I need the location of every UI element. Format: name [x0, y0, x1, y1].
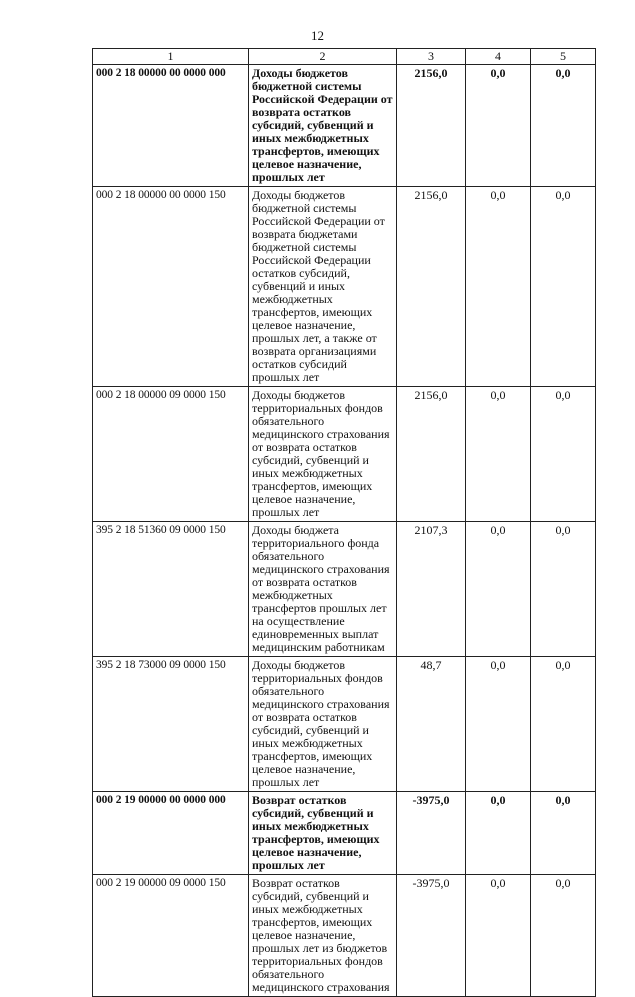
- row-value-col4: 0,0: [466, 792, 531, 875]
- row-value-col4: 0,0: [466, 187, 531, 387]
- header-col-1: 1: [93, 49, 249, 65]
- row-code: 000 2 18 00000 09 0000 150: [93, 387, 249, 522]
- row-code: 395 2 18 73000 09 0000 150: [93, 657, 249, 792]
- header-col-3: 3: [397, 49, 466, 65]
- row-value-col5: 0,0: [531, 65, 596, 187]
- header-col-2: 2: [249, 49, 397, 65]
- table-header-row: [93, 49, 596, 65]
- row-code: 000 2 19 00000 00 0000 000: [93, 792, 249, 875]
- row-value-col3: 2107,3: [397, 522, 466, 657]
- row-value-col5: 0,0: [531, 522, 596, 657]
- row-value-col3: 48,7: [397, 657, 466, 792]
- table-row: [93, 387, 596, 522]
- row-value-col5: 0,0: [531, 187, 596, 387]
- table-row: [93, 875, 596, 997]
- row-value-col3: -3975,0: [397, 792, 466, 875]
- page-number: 12: [311, 28, 324, 43]
- row-code: 000 2 19 00000 09 0000 150: [93, 875, 249, 997]
- row-value-col4: 0,0: [466, 875, 531, 997]
- row-code: 000 2 18 00000 00 0000 000: [93, 65, 249, 187]
- row-value-col4: 0,0: [466, 65, 531, 187]
- row-value-col5: 0,0: [531, 387, 596, 522]
- table-row: [93, 187, 596, 387]
- row-value-col5: 0,0: [531, 657, 596, 792]
- row-name: Доходы бюджетов территориальных фондов обязательного медицинского страхования от возврата остатков субсидий, субвенций и иных межбюджетных трансфертов, имеющих целевое назначение, прошлых лет: [249, 657, 397, 792]
- header-col-4: 4: [466, 49, 531, 65]
- table-row: [93, 792, 596, 875]
- row-code: 395 2 18 51360 09 0000 150: [93, 522, 249, 657]
- row-name: Доходы бюджета территориального фонда обязательного медицинского страхования от возврата остатков межбюджетных трансфертов прошлых лет на осуществление единовременных выплат медицинским работникам: [249, 522, 397, 657]
- row-name: Доходы бюджетов территориальных фондов обязательного медицинского страхования от возврата остатков субсидий, субвенций и иных межбюджетных трансфертов, имеющих целевое назначение, прошлых лет: [249, 387, 397, 522]
- budget-revenue-table: [92, 48, 596, 997]
- row-name: Доходы бюджетов бюджетной системы Российской Федерации от возврата бюджетами бюджетной системы Российской Федерации остатков субсидий, субвенций и иных межбюджетных трансфертов, имеющих целевое назначение, прошлых лет, а также от возврата организациями остатков субсидий прошлых лет: [249, 187, 397, 387]
- row-value-col4: 0,0: [466, 387, 531, 522]
- row-value-col5: 0,0: [531, 792, 596, 875]
- row-value-col5: 0,0: [531, 875, 596, 997]
- header-col-5: 5: [531, 49, 596, 65]
- row-name: Возврат остатков субсидий, субвенций и иных межбюджетных трансфертов, имеющих целевое назначение, прошлых лет из бюджетов территориальных фондов обязательного медицинского страхования: [249, 875, 397, 997]
- row-value-col3: -3975,0: [397, 875, 466, 997]
- row-value-col4: 0,0: [466, 522, 531, 657]
- row-value-col3: 2156,0: [397, 187, 466, 387]
- table-row: [93, 657, 596, 792]
- row-value-col3: 2156,0: [397, 65, 466, 187]
- table-row: [93, 522, 596, 657]
- row-value-col4: 0,0: [466, 657, 531, 792]
- table-row: [93, 65, 596, 187]
- row-value-col3: 2156,0: [397, 387, 466, 522]
- row-name: Возврат остатков субсидий, субвенций и иных межбюджетных трансфертов, имеющих целевое назначение, прошлых лет: [249, 792, 397, 875]
- row-code: 000 2 18 00000 00 0000 150: [93, 187, 249, 387]
- row-name: Доходы бюджетов бюджетной системы Российской Федерации от возврата остатков субсидий, субвенций и иных межбюджетных трансфертов, имеющих целевое назначение, прошлых лет: [249, 65, 397, 187]
